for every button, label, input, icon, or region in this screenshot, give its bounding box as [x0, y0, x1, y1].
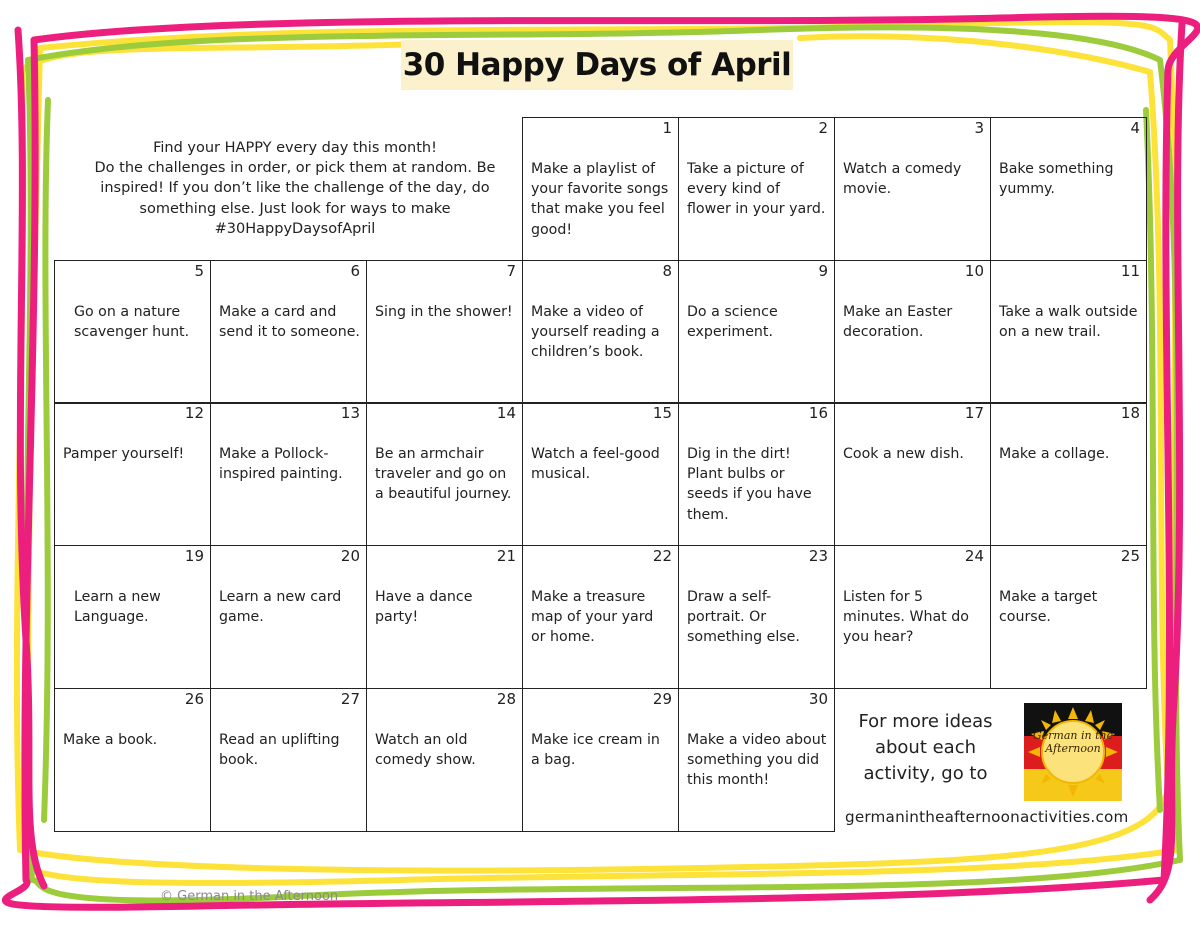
german-in-the-afternoon-logo — [1024, 703, 1122, 801]
day-number: 26 — [184, 690, 204, 708]
day-number: 15 — [652, 404, 672, 422]
day-cell — [366, 545, 523, 689]
day-number: 8 — [662, 262, 672, 280]
day-cell — [210, 688, 367, 832]
day-number: 1 — [662, 119, 672, 137]
day-number: 22 — [652, 547, 672, 565]
day-activity: Sing in the shower! — [375, 304, 513, 320]
day-cell — [54, 260, 211, 404]
intro-line-2: Do the challenges in order, or pick them at random. Be inspired! If you don’t like the challenge of the day, do something else. Just look for ways to make #30HappyDaysofApril — [94, 160, 496, 237]
day-activity: Have a dance party! — [375, 589, 473, 626]
day-activity: Make a Pollock-inspired painting. — [219, 446, 343, 483]
day-number: 6 — [350, 262, 360, 280]
day-number: 30 — [808, 690, 828, 708]
day-activity: Make a playlist of your favorite songs that make you feel good! — [531, 161, 669, 238]
day-activity: Listen for 5 minutes. What do you hear? — [843, 589, 969, 646]
day-cell — [990, 260, 1147, 404]
day-cell — [54, 402, 211, 546]
day-cell — [990, 402, 1147, 546]
day-number: 16 — [808, 404, 828, 422]
day-activity: Go on a nature scavenger hunt. — [74, 304, 190, 341]
website-link[interactable]: germanintheafternoonactivities.com — [845, 808, 1129, 826]
intro-text — [80, 138, 510, 239]
day-activity: Make a treasure map of your yard or home. — [531, 589, 654, 646]
day-cell — [522, 260, 679, 404]
page-title: 30 Happy Days of April — [402, 47, 792, 83]
day-activity: Pamper yourself! — [63, 446, 185, 462]
day-number: 3 — [974, 119, 984, 137]
day-cell — [678, 260, 835, 404]
day-number: 20 — [340, 547, 360, 565]
day-cell — [834, 260, 991, 404]
day-activity: Make a video of yourself reading a children’s book. — [531, 304, 660, 361]
day-number: 13 — [340, 404, 360, 422]
copyright-text: © German in the Afternoon — [160, 889, 339, 904]
day-number: 11 — [1120, 262, 1140, 280]
day-activity: Make a card and send it to someone. — [219, 304, 360, 341]
day-cell — [678, 688, 835, 832]
day-cell — [366, 688, 523, 832]
day-number: 9 — [818, 262, 828, 280]
day-activity: Make an Easter decoration. — [843, 304, 953, 341]
day-number: 7 — [506, 262, 516, 280]
day-cell — [834, 117, 991, 261]
title-banner — [401, 40, 793, 90]
day-cell — [210, 545, 367, 689]
day-cell — [54, 545, 211, 689]
day-activity: Take a walk outside on a new trail. — [999, 304, 1138, 341]
day-cell — [210, 402, 367, 546]
day-cell — [990, 545, 1147, 689]
day-number: 18 — [1120, 404, 1140, 422]
day-activity: Watch a comedy movie. — [843, 161, 962, 198]
day-activity: Make a video about something you did this month! — [687, 732, 827, 789]
intro-line-1: Find your HAPPY every day this month! — [153, 140, 437, 156]
more-ideas-text: For more ideas about each activity, go to — [858, 711, 993, 784]
day-activity: Cook a new dish. — [843, 446, 964, 462]
day-number: 10 — [964, 262, 984, 280]
day-cell — [678, 545, 835, 689]
day-activity: Learn a new card game. — [219, 589, 342, 626]
day-number: 14 — [496, 404, 516, 422]
day-cell — [210, 260, 367, 404]
day-cell — [366, 402, 523, 546]
day-activity: Make ice cream in a bag. — [531, 732, 660, 769]
day-number: 23 — [808, 547, 828, 565]
day-cell — [366, 260, 523, 404]
day-number: 25 — [1120, 547, 1140, 565]
day-activity: Read an uplifting book. — [219, 732, 340, 769]
day-activity: Be an armchair traveler and go on a beautiful journey. — [375, 446, 512, 503]
day-number: 19 — [184, 547, 204, 565]
day-activity: Make a collage. — [999, 446, 1110, 462]
day-number: 21 — [496, 547, 516, 565]
day-number: 24 — [964, 547, 984, 565]
day-activity: Dig in the dirt! Plant bulbs or seeds if you have them. — [687, 446, 812, 523]
day-cell — [522, 402, 679, 546]
day-cell — [522, 688, 679, 832]
day-activity: Draw a self-portrait. Or something else. — [687, 589, 800, 646]
day-cell — [834, 545, 991, 689]
day-cell — [990, 117, 1147, 261]
day-number: 4 — [1130, 119, 1140, 137]
day-cell — [54, 688, 211, 832]
day-cell — [522, 117, 679, 261]
logo-text: German in the Afternoon — [1032, 729, 1114, 755]
day-activity: Bake something yummy. — [999, 161, 1114, 198]
day-activity: Make a target course. — [999, 589, 1098, 626]
day-cell — [522, 545, 679, 689]
day-number: 12 — [184, 404, 204, 422]
day-activity: Take a picture of every kind of flower in your yard. — [687, 161, 826, 218]
day-number: 2 — [818, 119, 828, 137]
day-cell — [834, 402, 991, 546]
day-number: 27 — [340, 690, 360, 708]
day-number: 29 — [652, 690, 672, 708]
day-activity: Learn a new Language. — [74, 589, 161, 626]
day-cell — [678, 117, 835, 261]
day-number: 17 — [964, 404, 984, 422]
day-activity: Watch a feel-good musical. — [531, 446, 660, 483]
day-number: 5 — [194, 262, 204, 280]
day-activity: Watch an old comedy show. — [375, 732, 476, 769]
day-number: 28 — [496, 690, 516, 708]
day-cell — [678, 402, 835, 546]
day-activity: Do a science experiment. — [687, 304, 778, 341]
day-activity: Make a book. — [63, 732, 158, 748]
